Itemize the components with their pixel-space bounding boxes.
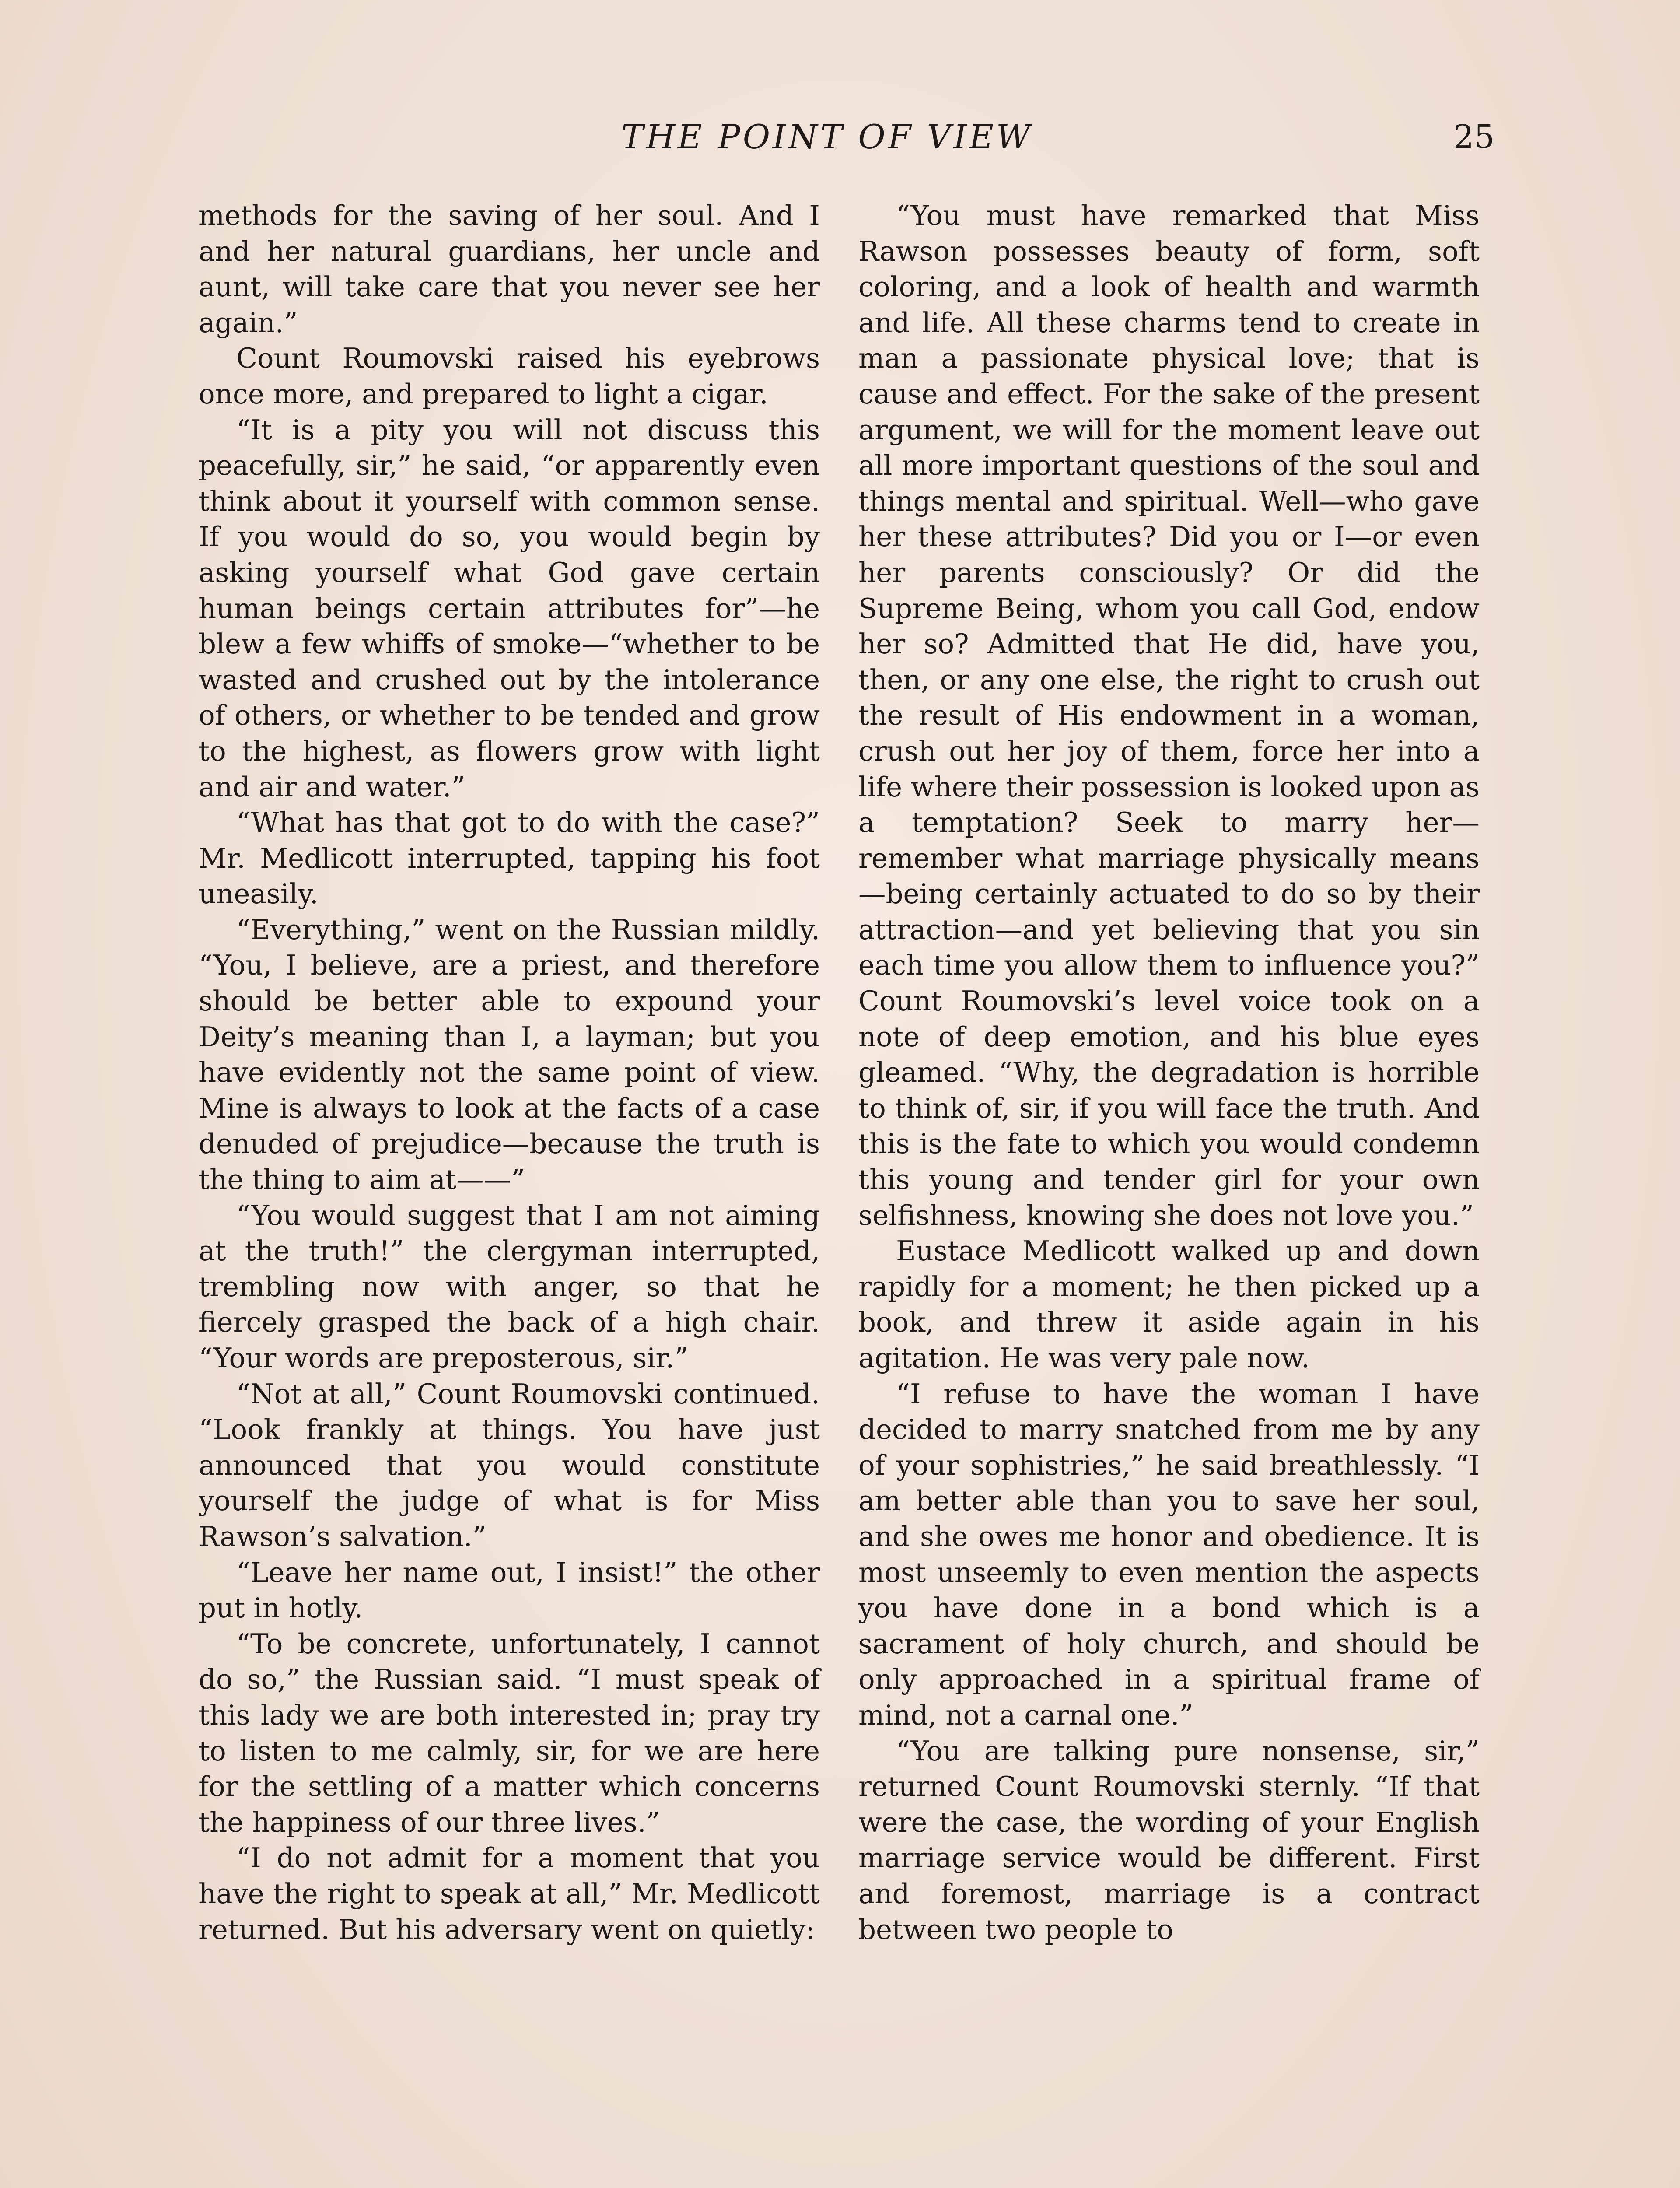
paragraph: “Not at all,” Count Roumovski continued. “Look frankly at things. You have just announced that you would constitute yourself the judge of what is for Miss Rawson’s salvation.”: [199, 1378, 820, 1553]
left-column: [199, 198, 820, 1947]
paragraph: “It is a pity you will not discuss this peacefully, sir,” he said, “or apparently even think about it yourself with common sense. If you would do so, you would begin by asking yourself what God gave certain human beings certain attributes for”—he blew a few whiffs of smoke—“whether to be wasted and crushed out by the intolerance of others, or whether to be tended and grow to the highest, as flowers grow with light and air and water.”: [199, 414, 820, 803]
paragraph: “What has that got to do with the case?” Mr. Medlicott interrupted, tapping his foot uneasily.: [199, 806, 820, 910]
running-title: THE POINT OF VIEW: [621, 117, 1033, 156]
paragraph: Count Roumovski raised his eyebrows once more, and prepared to light a cigar.: [199, 342, 820, 410]
paragraph: “I do not admit for a moment that you have the right to speak at all,” Mr. Medlicott returned. But his adversary went on quietly:: [199, 1842, 820, 1946]
paragraph: “Everything,” went on the Russian mildly. “You, I believe, are a priest, and therefore should be better able to expound your Deity’s meaning than I, a layman; but you have evidently not the same point of view. Mine is always to look at the facts of a case denuded of prejudice—because the truth is the thing to aim at——”: [199, 913, 820, 1196]
paragraph: “Leave her name out, I insist!” the other put in hotly.: [199, 1556, 820, 1624]
paragraph: “You would suggest that I am not aiming at the truth!” the clergyman interrupted, trembling now with anger, so that he fiercely grasped the back of a high chair. “Your words are preposterous, sir.”: [199, 1199, 820, 1374]
paragraph: methods for the saving of her soul. And I and her natural guardians, her uncle and aunt, will take care that you never see her again.”: [199, 200, 820, 339]
right-column: [858, 198, 1480, 1947]
paragraph: “To be concrete, unfortunately, I cannot do so,” the Russian said. “I must speak of this lady we are both interested in; pray try to listen to me calmly, sir, for we are here for the settling of a matter which concerns the happiness of our three lives.”: [199, 1627, 820, 1838]
paragraph: Eustace Medlicott walked up and down rapidly for a moment; he then picked up a book, and threw it aside again in his agitation. He was very pale now.: [858, 1235, 1480, 1374]
page-number: 25: [1453, 118, 1495, 156]
page-header: [0, 117, 1680, 165]
paragraph: “You are talking pure nonsense, sir,” returned Count Roumovski sternly. “If that were the case, the wording of your English marriage service would be different. First and foremost, marriage is a contract between two people to: [858, 1735, 1480, 1946]
paragraph: “I refuse to have the woman I have decided to marry snatched from me by any of your sophistries,” he said breathlessly. “I am better able than you to save her soul, and she owes me honor and obedience. It is most unseemly to even mention the aspects you have done in a bond which is a sacrament of holy church, and should be only approached in a spiritual frame of mind, not a carnal one.”: [858, 1378, 1480, 1731]
paragraph: “You must have remarked that Miss Rawson possesses beauty of form, soft coloring, and a look of health and warmth and life. All these charms tend to create in man a passionate physical love; that is cause and effect. For the sake of the present argument, we will for the moment leave out all more important questions of the soul and things mental and spiritual. Well—who gave her these attributes? Did you or I—or even her parents consciously? Or did the Supreme Being, whom you call God, endow her so? Admitted that He did, have you, then, or any one else, the right to crush out the result of His endowment in a woman, crush out her joy of them, force her into a life where their possession is looked upon as a temptation? Seek to marry her—remember what marriage physically means—being certainly actuated to do so by their attraction—and yet believing that you sin each time you allow them to influence you?” Count Roumovski’s level voice took on a note of deep emotion, and his blue eyes gleamed. “Why, the degradation is horrible to think of, sir, if you will face the truth. And this is the fate to which you would condemn this young and tender girl for your own selfishness, knowing she does not love you.”: [858, 200, 1480, 1231]
